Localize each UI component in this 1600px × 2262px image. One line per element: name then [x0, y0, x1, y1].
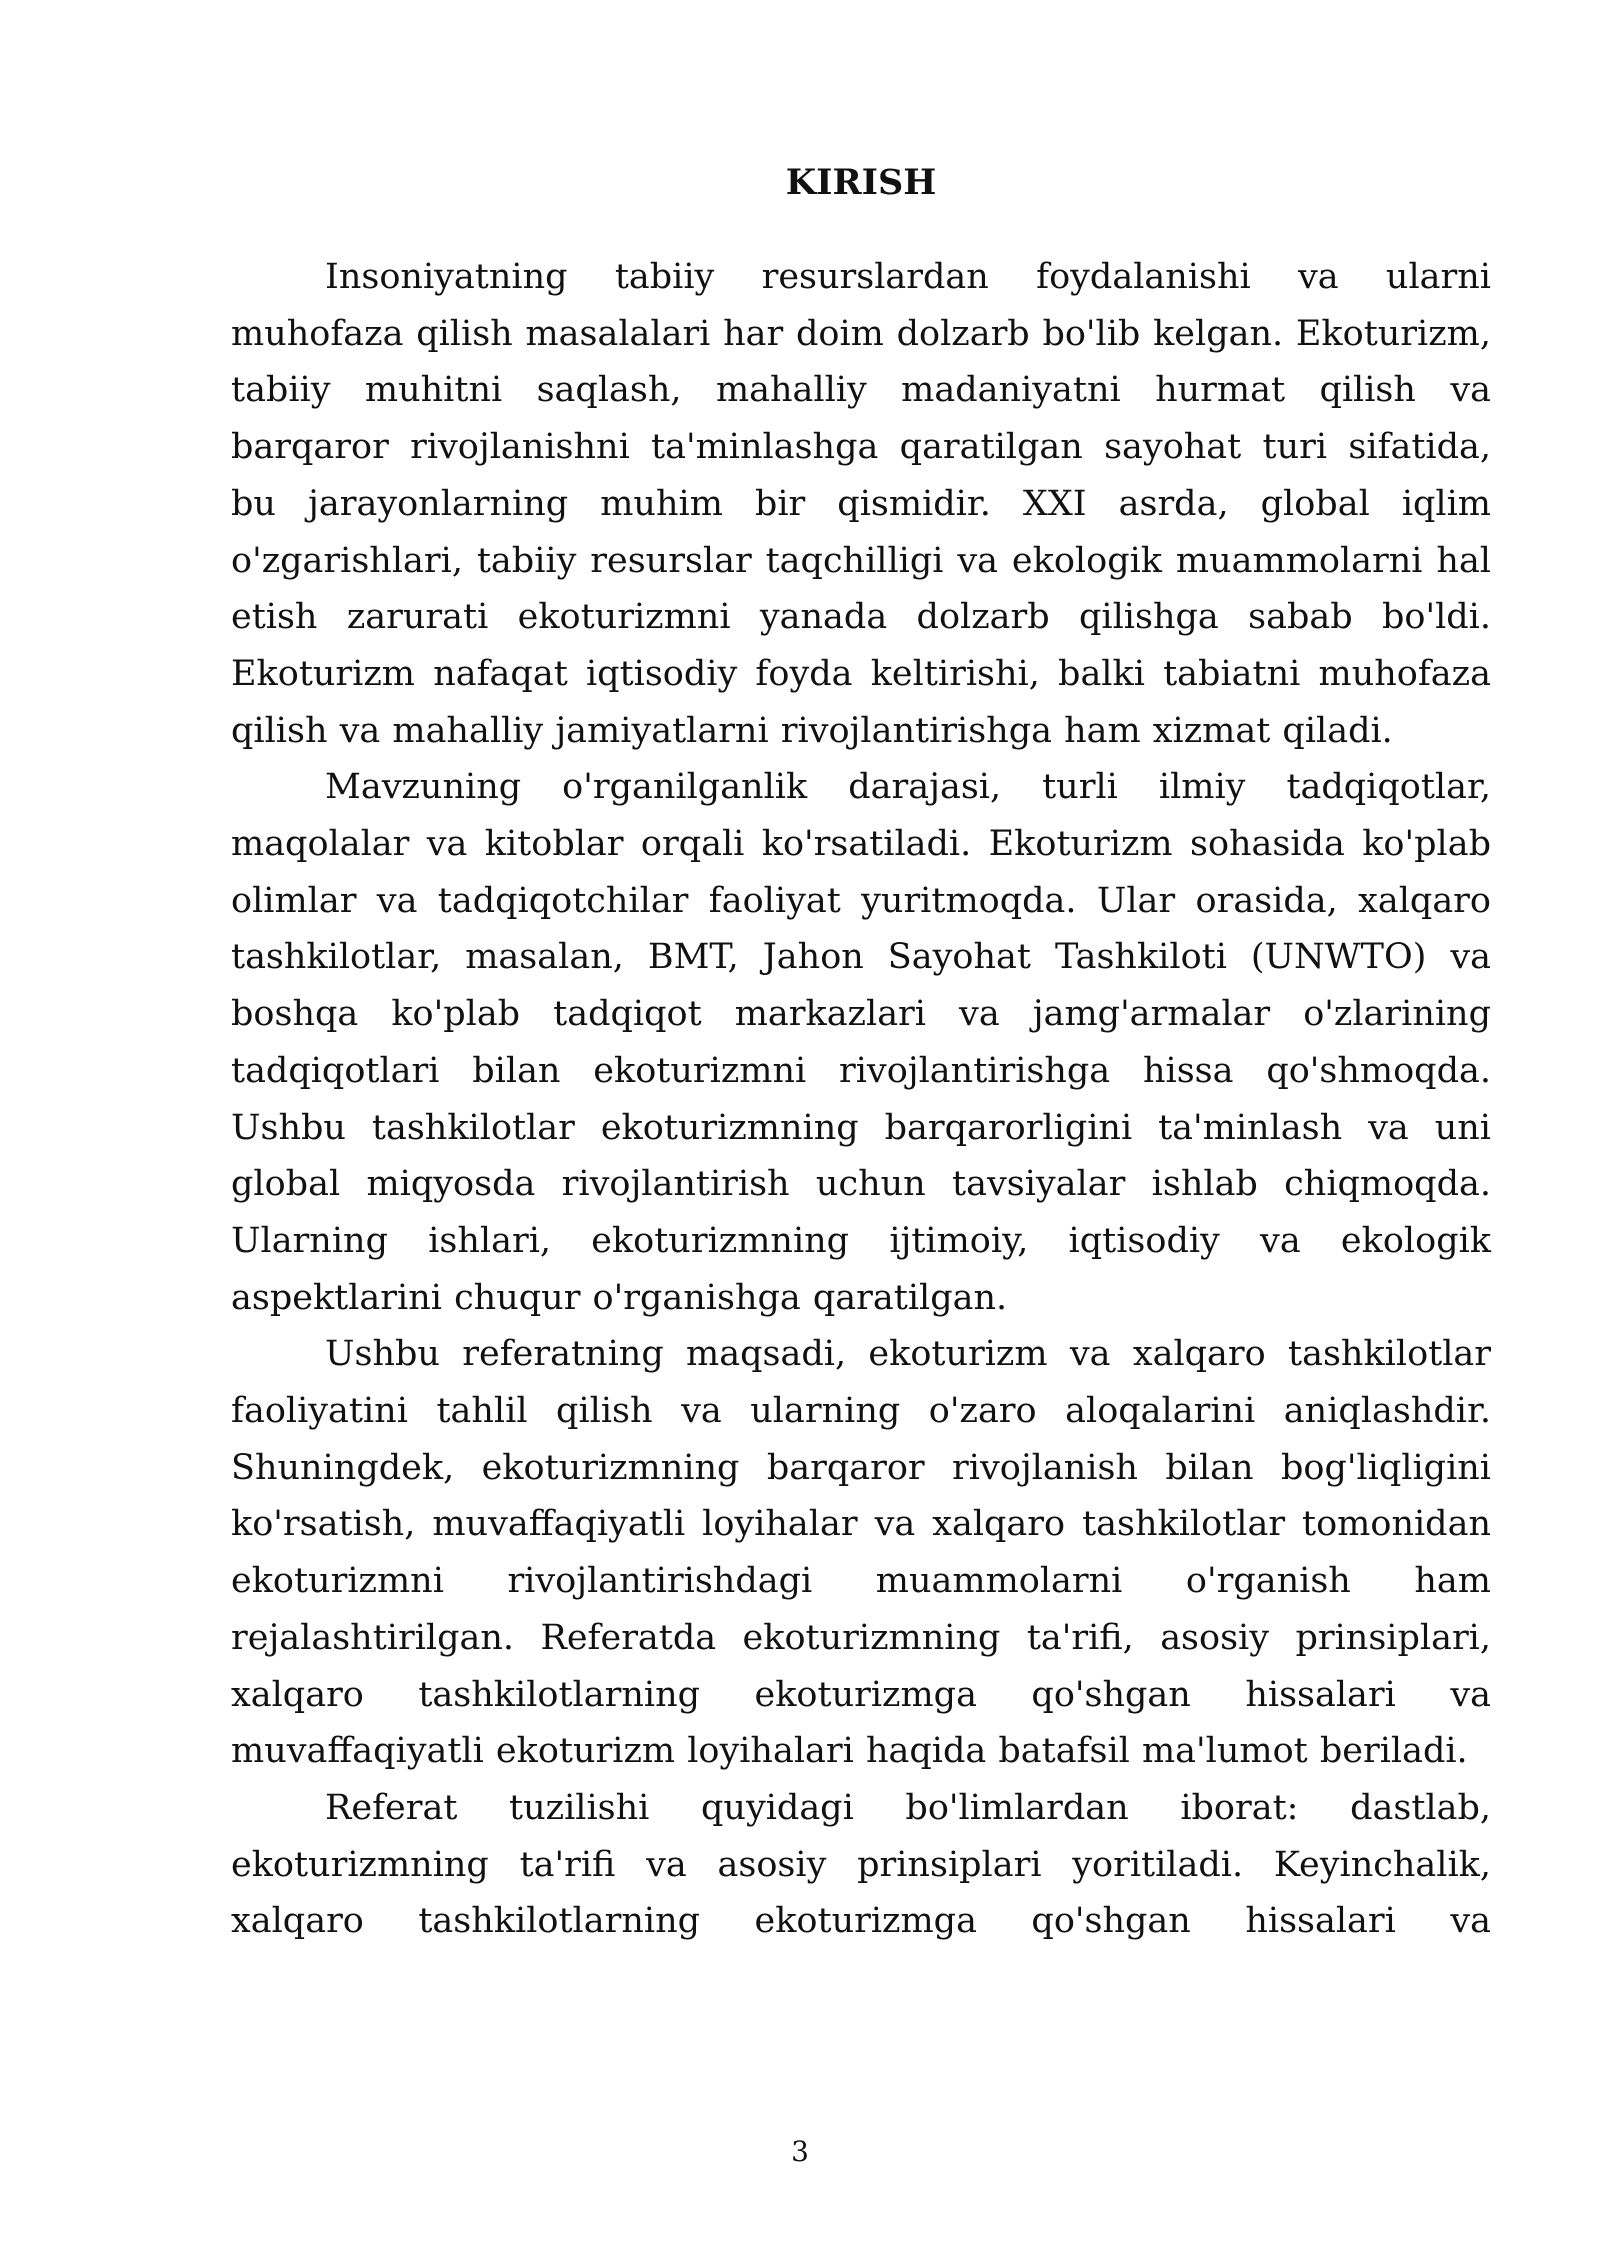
page-title: KIRISH	[785, 162, 937, 203]
paragraph-research-state: Mavzuning o'rganilganlik darajasi, turli ilmiy tadqiqotlar, maqolalar va kitoblar orqali ko'rsatiladi. Ekoturizm sohasida ko'plab olimlar va tadqiqotchilar faoliyat yuritmoqda. Ular orasida, xalqaro tashkilotlar, masalan, BMT, Jahon Sayohat Tashkiloti (UNWTO) va boshqa ko'plab tadqiqot markazlari va jamg'armalar o'zlarining tadqiqotlari bilan ekoturizmni rivojlantirishga hissa qo'shmoqda. Ushbu tashkilotlar ekoturizmning barqarorligini ta'minlash va uni global miqyosda rivojlantirish uchun tavsiyalar ishlab chiqmoqda. Ularning ishlari, ekoturizmning ijtimoiy, iqtisodiy va ekologik aspektlarini chuqur o'rganishga qaratilgan.	[231, 767, 1491, 1318]
page-content	[231, 155, 1491, 1950]
paragraph-introduction: Insoniyatning tabiiy resurslardan foydalanishi va ularni muhofaza qilish masalalari har doim dolzarb bo'lib kelgan. Ekoturizm, tabiiy muhitni saqlash, mahalliy madaniyatni hurmat qilish va barqaror rivojlanishni ta'minlashga qaratilgan sayohat turi sifatida, bu jarayonlarning muhim bir qismidir. XXI asrda, global iqlim o'zgarishlari, tabiiy resurslar taqchilligi va ekologik muammolarni hal etish zarurati ekoturizmni yanada dolzarb qilishga sabab bo'ldi. Ekoturizm nafaqat iqtisodiy foyda keltirishi, balki tabiatni muhofaza qilish va mahalliy jamiyatlarni rivojlantirishga ham xizmat qiladi.	[231, 257, 1491, 751]
paragraph-structure: Referat tuzilishi quyidagi bo'limlardan iborat: dastlab, ekoturizmning ta'rifi va asosiy prinsiplari yoritiladi. Keyinchalik, xalqaro tashkilotlarning ekoturizmga qo'shgan hissalari va	[231, 1787, 1491, 1942]
paragraph-objective: Ushbu referatning maqsadi, ekoturizm va xalqaro tashkilotlar faoliyatini tahlil qilish va ularning o'zaro aloqalarini aniqlashdir. Shuningdek, ekoturizmning barqaror rivojlanish bilan bog'liqligini ko'rsatish, muvaffaqiyatli loyihalar va xalqaro tashkilotlar tomonidan ekoturizmni rivojlantirishdagi muammolarni o'rganish ham rejalashtirilgan. Referatda ekoturizmning ta'rifi, asosiy prinsiplari, xalqaro tashkilotlarning ekoturizmga qo'shgan hissalari va muvaffaqiyatli ekoturizm loyihalari haqida batafsil ma'lumot beriladi.	[231, 1334, 1491, 1772]
page-number: 3	[791, 2135, 809, 2168]
